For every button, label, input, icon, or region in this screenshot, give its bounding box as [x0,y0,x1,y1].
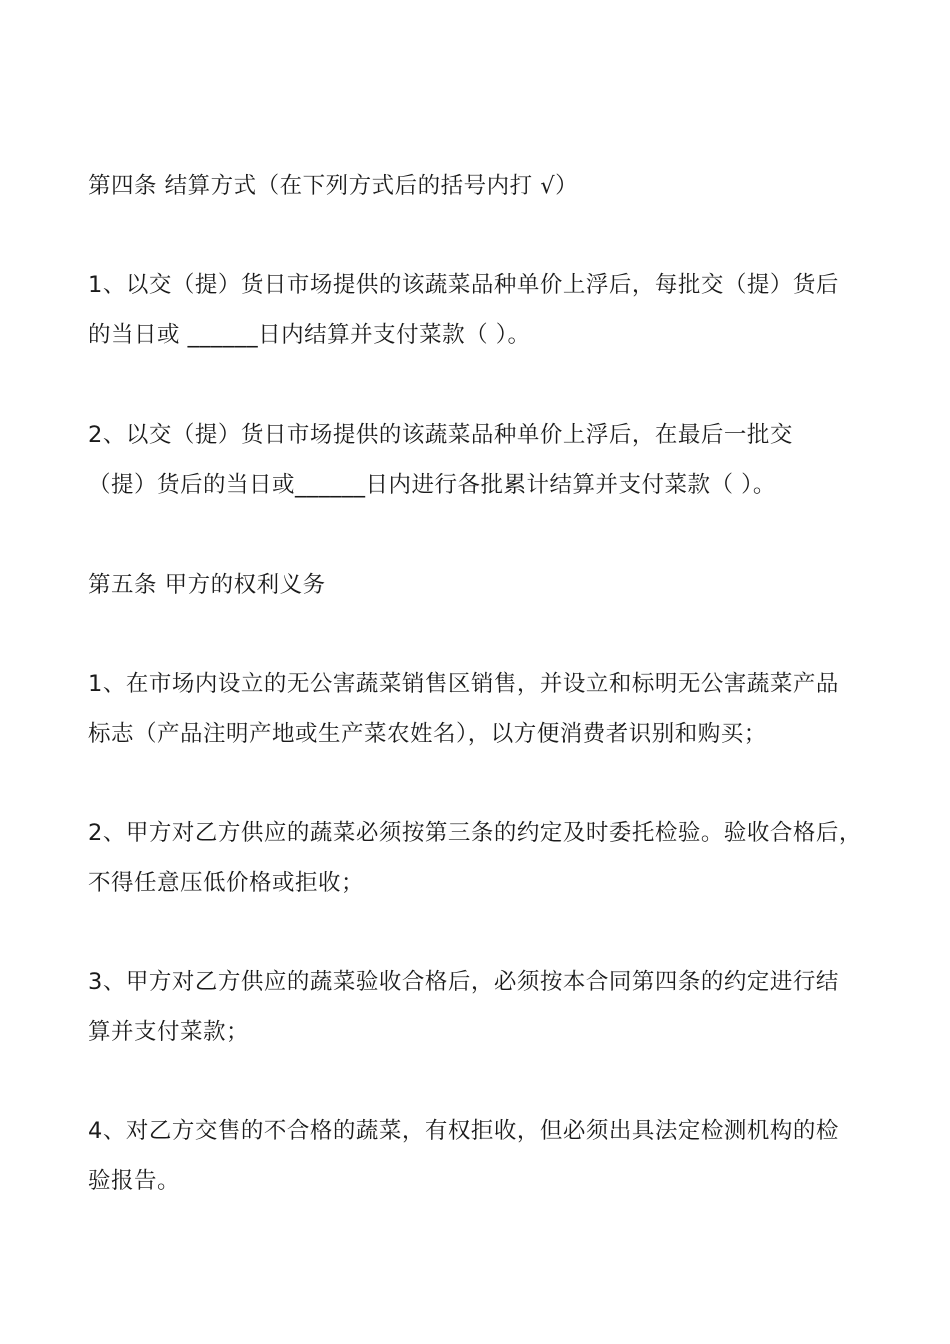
article-4-item-1-line-1: 1、以交（提）货日市场提供的该蔬菜品种单价上浮后，每批交（提）货后 [88,272,839,298]
article-5-item-4-line-2: 验报告。 [88,1168,181,1194]
article-5-item-2-line-1: 2、甲方对乙方供应的蔬菜必须按第三条的约定及时委托检验。验收合格后， [88,820,862,846]
article-5-item-4-line-1: 4、对乙方交售的不合格的蔬菜，有权拒收，但必须出具法定检测机构的检 [88,1118,839,1144]
article-4-item-2-line-2: （提）货后的当日或______日内进行各批累计结算并支付菜款（ ）。 [88,472,776,498]
article-5-item-1-line-2: 标志（产品注明产地或生产菜农姓名），以方便消费者识别和购买； [88,721,767,747]
article-4-heading: 第四条 结算方式（在下列方式后的括号内打 √） [88,173,579,199]
article-4-item-1-line-2: 的当日或 ______日内结算并支付菜款（ ）。 [88,322,531,348]
article-5-item-1-line-1: 1、在市场内设立的无公害蔬菜销售区销售，并设立和标明无公害蔬菜产品 [88,671,839,697]
article-5-heading: 第五条 甲方的权利义务 [88,572,326,598]
article-5-item-2-line-2: 不得任意压低价格或拒收； [88,870,365,896]
article-5-item-3-line-2: 算并支付菜款； [88,1019,250,1045]
article-4-item-2-line-1: 2、以交（提）货日市场提供的该蔬菜品种单价上浮后，在最后一批交 [88,422,793,448]
article-5-item-3-line-1: 3、甲方对乙方供应的蔬菜验收合格后，必须按本合同第四条的约定进行结 [88,969,839,995]
